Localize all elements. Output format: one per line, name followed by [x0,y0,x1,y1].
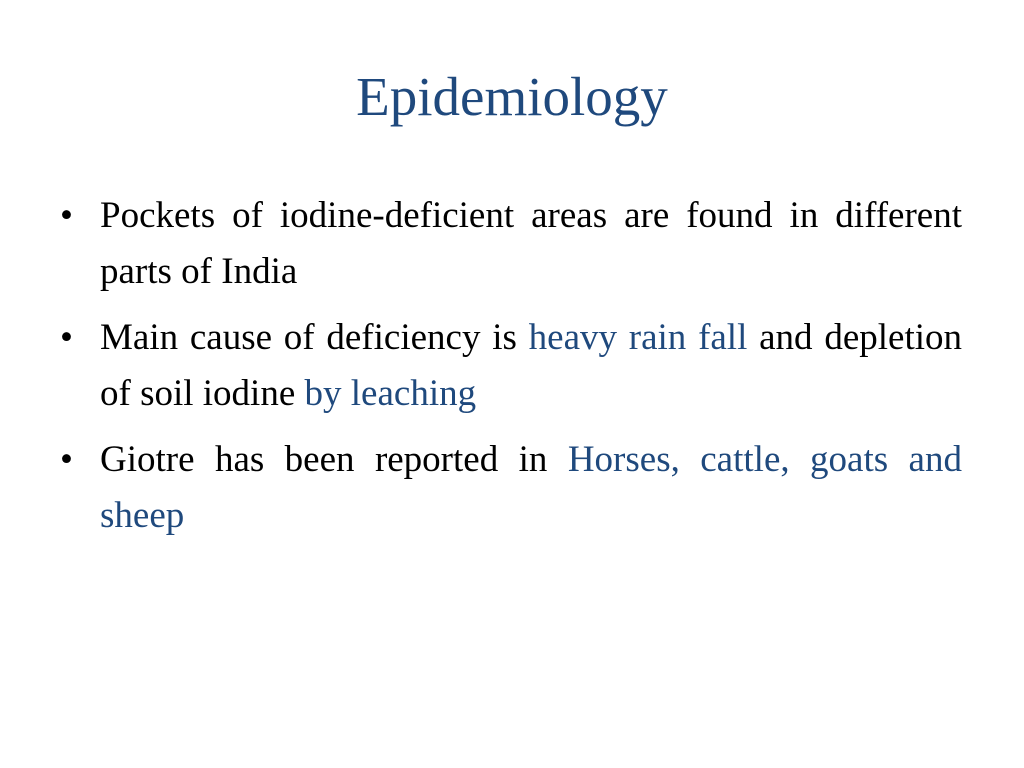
bullet-icon: • [60,195,73,236]
bullet-list [60,188,962,554]
bullet-item-iodine-deficient-areas [60,188,962,300]
bullet-text: and depletion of soil iodine [100,317,963,414]
bullet-text: Main cause of deficiency is [100,317,529,358]
bullet-icon: • [60,317,73,358]
highlight-animals: Horses, cattle, goats and sheep [100,439,962,536]
bullet-item-main-cause [60,310,962,422]
bullet-icon: • [60,439,73,480]
highlight-by-leaching: by leaching [304,373,477,414]
slide-title: Epidemiology [356,66,668,127]
bullet-item-giotre-reported [60,432,962,544]
highlight-heavy-rain-fall: heavy rain fall [528,317,748,358]
bullet-text: Giotre has been reported in [100,439,568,480]
bullet-text: Pockets of iodine-deficient areas are found in different parts of India [100,195,962,292]
